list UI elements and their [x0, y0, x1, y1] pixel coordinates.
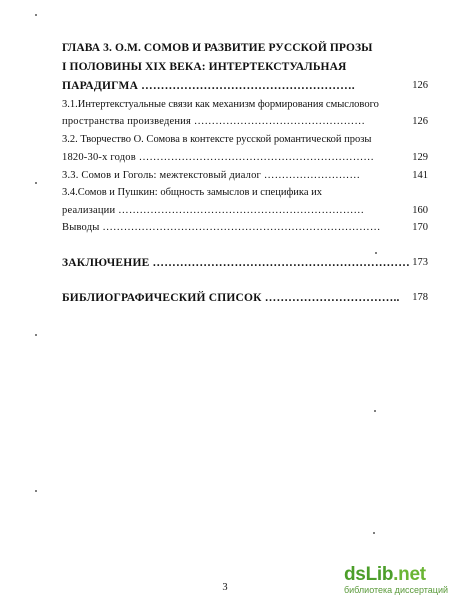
scan-speck [35, 490, 37, 492]
section-3-2-line2: 1820-30-х годов ………………………………………………………… [62, 152, 375, 163]
scan-speck [35, 14, 37, 16]
section-3-4-line1: 3.4.Сомов и Пушкин: общность замыслов и специфика их [62, 187, 322, 198]
chapter3-title-line1: ГЛАВА 3. О.М. СОМОВ И РАЗВИТИЕ РУССКОЙ ПРОЗЫ [62, 42, 373, 54]
chapter3-title-line2: I ПОЛОВИНЫ XIX ВЕКА: ИНТЕРТЕКСТУАЛЬНАЯ [62, 61, 347, 73]
page-number: 3 [222, 582, 228, 593]
bibliography-page: 178 [412, 292, 428, 303]
section-3-1-line1: 3.1.Интертекстуальные связи как механизм формирования смыслового [62, 99, 379, 110]
conclusion-line: ЗАКЛЮЧЕНИЕ ………………………………………………………… [62, 257, 410, 269]
watermark-subtitle: библиотека диссертаций [344, 585, 449, 595]
conclusions-page: 170 [412, 222, 428, 233]
scan-speck [35, 182, 37, 184]
logo-ext: .net [393, 564, 426, 585]
section-3-4-line2: реализации …………………………………………………………… [62, 205, 365, 216]
scan-speck [35, 334, 37, 336]
dslib-logo [344, 565, 448, 585]
chapter3-title-line3: ПАРАДИГМА ………………………………………………. [62, 80, 355, 92]
bibliography-line: БИБЛИОГРАФИЧЕСКИЙ СПИСОК …………………………….. [62, 292, 400, 304]
logo-main: dsLib [344, 564, 394, 585]
section-3-2-line1: 3.2. Творчество О. Сомова в контексте русской романтической прозы [62, 134, 372, 145]
dslib-watermark [344, 565, 448, 596]
scan-speck [374, 410, 376, 412]
chapter3-page: 126 [412, 80, 428, 91]
section-3-2-page: 129 [412, 152, 428, 163]
scan-speck [375, 252, 377, 254]
conclusion-page: 173 [412, 257, 428, 268]
section-3-4-page: 160 [412, 205, 428, 216]
section-3-1-page: 126 [412, 116, 428, 127]
section-3-3-page: 141 [412, 170, 428, 181]
scan-speck [373, 532, 375, 534]
conclusions-line: Выводы …………………………………………………………………… [62, 222, 381, 233]
section-3-3-line: 3.3. Сомов и Гоголь: межтекстовый диалог ……………………… [62, 170, 361, 181]
section-3-1-line2: пространства произведения ………………………………………… [62, 116, 366, 127]
